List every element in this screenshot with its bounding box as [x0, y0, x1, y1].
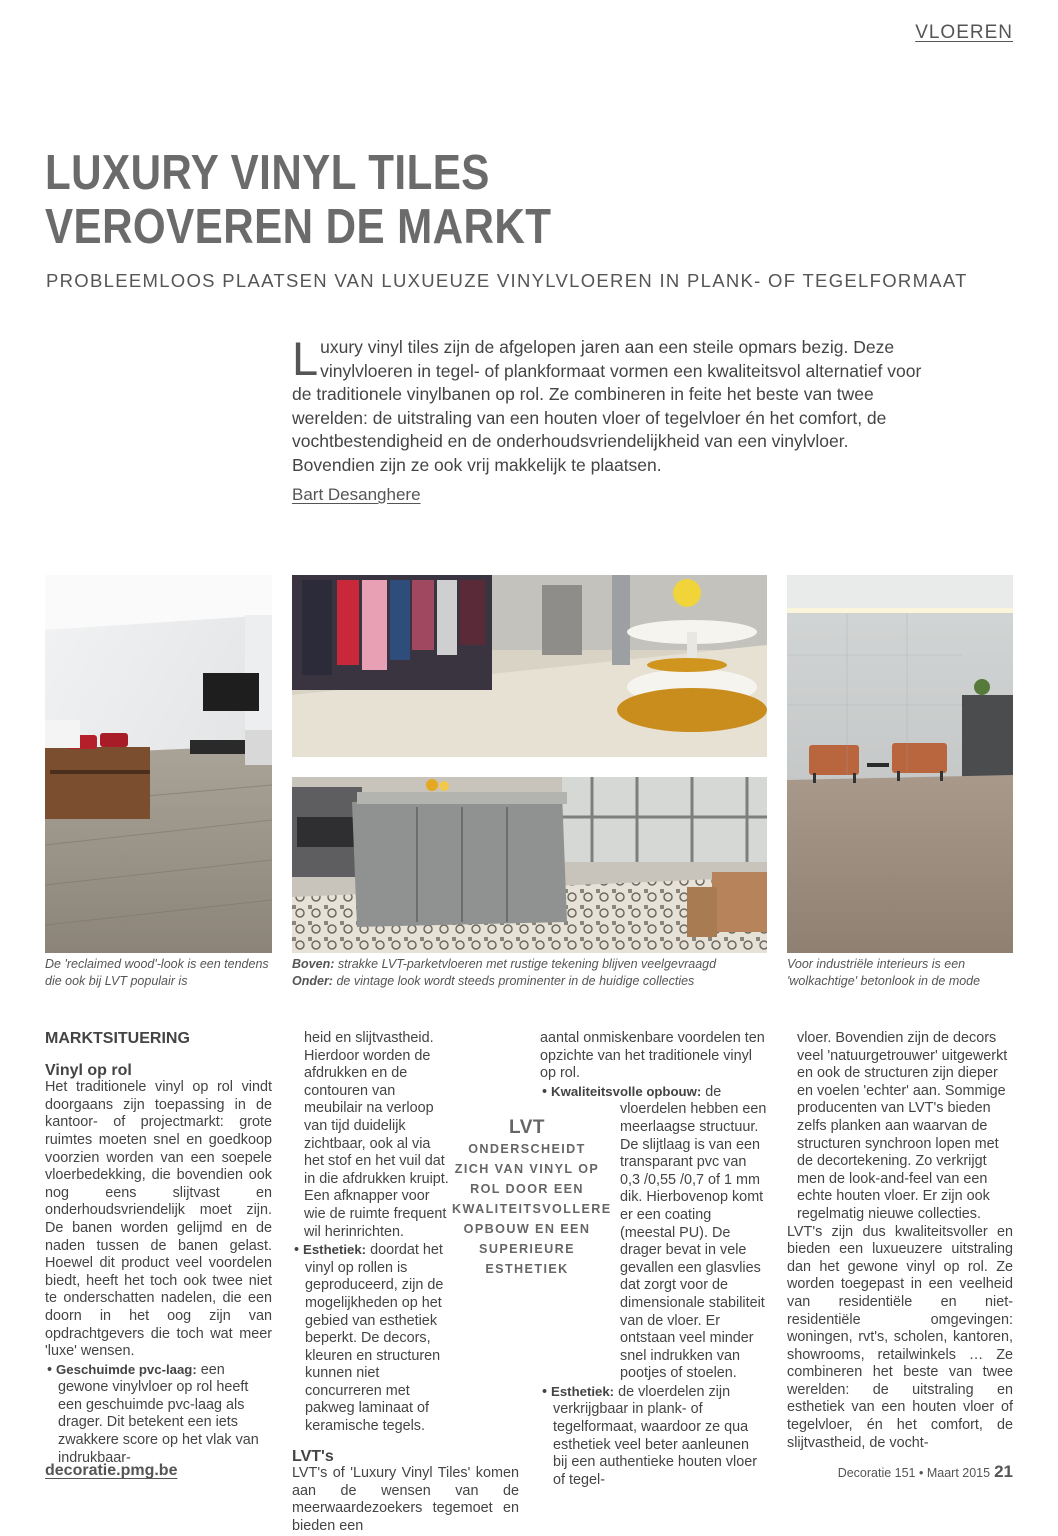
bullet-item: • Geschuimde pvc-laag: een gewone vinylvloer op rol heeft een geschuimde pvc-laag als drager. Dit betekent een iets zwakkere score op het vlak van indrukbaar-	[47, 1361, 259, 1466]
body-column-2	[292, 1030, 519, 1536]
paragraph-text: heid en slijtvastheid. Hierdoor worden de afdrukken en de contouren van meubilair na verloop van tijd duidelijk zichtbaar, ook al via het stof en het vuil dat in die afdrukken kruipt. Een afknapper voor wie de ruimte frequent wil herinrichten.	[304, 1030, 449, 1240]
subheading-vinyl-op-rol: Vinyl op rol	[45, 1061, 132, 1079]
paragraph: aantal onmiskenbare voordelen ten opzichte van het traditionele vinyl op rol.	[540, 1030, 765, 1082]
website-link[interactable]: decoratie.pmg.be	[45, 1462, 178, 1479]
paragraph: LVT's of 'Luxury Vinyl Tiles' komen aan de wensen van de meerwaardezoekers tegemoet en bieden een	[292, 1465, 519, 1535]
body-column-3	[540, 1030, 767, 1489]
photo-clothing-store	[292, 575, 767, 757]
caption-store-kitchen	[292, 956, 767, 990]
bullet-label: Esthetiek:	[551, 1383, 615, 1399]
bullet-text: de vloerdelen hebben een meerlaagse structuur. De slijtlaag is van een transparant pvc van 0,3 /0,55 /0,7 of 1 mm dik. Hierbovenop komt er een coating (meestal PU). De drager bevat in vele gevallen een glasvlies dat zorgt voor de dimensionale stabiliteit van de vloer. Er ontstaan veel minder snel indrukken van pootjes of stoelen.	[620, 1083, 767, 1382]
bullet-item: • Esthetiek: de vloerdelen zijn verkrijgbaar in plank- of tegelformaat, waardoor ze qua esthetiek veel beter aanleunen bij een authentieke houten vloer of tegel-	[542, 1383, 758, 1488]
issue-info	[838, 1462, 1013, 1482]
bullet-text: een gewone vinylvloer op rol heeft een geschuimde pvc-laag als drager. Dit betekent een iets zwakkere score op het vlak van indrukbaar-	[58, 1361, 259, 1466]
body-column-4	[787, 1030, 1013, 1452]
author-link[interactable]: Bart Desanghere	[292, 485, 421, 504]
title-line-1: LUXURY VINYL TILES	[45, 146, 490, 200]
paragraph: Het traditionele vinyl op rol vindt doorgaans zijn toepassing in de kantoor- of projectmarkt: grote ruimtes moeten snel en goedkoop voorzien worden van een soepele vloerbedekking, die bovendien ook nog eens slijtvast en onderhoudsvriendelijk moet zijn. De banen worden gelijmd en de naden tussen de banen gelast. Hoewel dit product veel voordelen biedt, heeft het toch ook twee niet te onderschatten nadelen, die een doorn in het oog zijn van opdrachtgevers die toch wat meer 'luxe' wensen.	[45, 1079, 272, 1360]
caption-living-room: De 'reclaimed wood'-look is een tendens die ook bij LVT populair is	[45, 957, 269, 988]
bullet-label: Kwaliteitsvolle opbouw:	[551, 1083, 702, 1099]
article-subtitle: PROBLEEMLOOS PLAATSEN VAN LUXUEUZE VINYLVLOEREN IN PLANK- OF TEGELFORMAAT	[46, 270, 968, 291]
title-line-2: VEROVEREN DE MARKT	[45, 200, 552, 254]
page-number: 21	[994, 1462, 1013, 1481]
caption-label-top: Boven:	[292, 957, 335, 971]
pull-quote-text: ONDERSCHEIDT ZICH VAN VINYL OP ROL DOOR EEN KWALITEITSVOLLERE OPBOUW EN EEN SUPERIEURE ESTHETIEK	[452, 1142, 612, 1276]
bullet-label: Geschuimde pvc-laag:	[56, 1361, 197, 1377]
section-heading: MARKTSITUERING	[45, 1030, 190, 1047]
photo-concrete-interior	[787, 575, 1013, 953]
article-title	[45, 146, 819, 254]
caption-label-bottom: Onder:	[292, 974, 333, 988]
paragraph: LVT's zijn dus kwaliteitsvoller en bieden een luxueuzere uitstraling dan het gewone vinyl op rol. Ze worden toegepast in een veelheid van residentiële en niet-residentiële omgevingen: woningen, rvt's, scholen, kantoren, showrooms, retailwinkels … Ze combineren het beste van twee werelden: de uitstraling en esthetiek van een houten vloer of tegelvloer, én het comfort, de slijtvastheid, de vocht-	[787, 1223, 1013, 1451]
bullet-item: • Kwaliteitsvolle opbouw: de vloerdelen hebben een meerlaagse structuur. De slijtlaag is van een transparant pvc van 0,3 /0,55 /0,7 of 1 mm dik. Hierbovenop komt er een coating (meestal PU). De drager bevat in vele gevallen een glasvlies dat zorgt voor de dimensionale stabiliteit van de vloer. Er ontstaan veel minder snel indrukken van pootjes of stoelen.	[542, 1083, 767, 1382]
photo-vintage-kitchen	[292, 777, 767, 953]
paragraph: vloer. Bovendien zijn de decors veel 'natuurgetrouwer' uitgewerkt en ook de structuren zijn dieper en voelen 'echter' aan. Sommige producenten van LVT's bieden zelfs planken aan waarvan de structuren synchroon lopen met de decortekening. Zo verkrijgt men de look-and-feel van een echte houten vloer. Er zijn ook regelmatig nieuwe collecties.	[797, 1030, 1008, 1222]
section-tag[interactable]: VLOEREN	[915, 22, 1013, 43]
bullet-text: de vloerdelen zijn verkrijgbaar in plank- of tegelformaat, waardoor ze qua esthetiek veel beter aanleunen bij een authentieke houten vloer of tegel-	[553, 1383, 758, 1488]
bullet-label: Esthetiek:	[303, 1242, 367, 1258]
bullet-text: doordat het vinyl op rollen is geproduceerd, zijn de mogelijkheden op het gebied van esthetiek beperkt. De decors, kleuren en structuren kunnen niet concurreren met pakweg laminaat of keramische tegels.	[305, 1242, 444, 1435]
body-column-1	[45, 1030, 272, 1467]
caption-text-top: strakke LVT-parketvloeren met rustige tekening blijven veelgevraagd	[334, 957, 717, 971]
issue-label: Decoratie 151 • Maart 2015	[837, 1466, 991, 1480]
intro-text: uxury vinyl tiles zijn de afgelopen jaren aan een steile opmars bezig. Deze vinylvloeren in tegel- of plankformaat vormen een kwaliteitsvol alternatief voor de traditionele vinylbanen op rol. Ze combineren in feite het beste van twee werelden: de uitstraling van een houten vloer of tegelvloer én het comfort, de vochtbestendigheid en de onderhoudsvriendelijkheid van een vinylvloer. Bovendien zijn ze ook vrij makkelijk te plaatsen.	[292, 337, 922, 475]
caption-text-bottom: de vintage look wordt steeds prominenter in de huidige collecties	[332, 974, 695, 988]
bullet-item: • Esthetiek: doordat het vinyl op rollen is geproduceerd, zijn de mogelijkheden op het gebied van esthetiek beperkt. De decors, kleuren en structuren kunnen niet concurreren met pakweg laminaat of keramische tegels.	[294, 1242, 444, 1435]
article-intro	[292, 332, 932, 477]
photo-living-room	[45, 575, 272, 953]
subheading-lvts: LVT's	[292, 1447, 334, 1465]
caption-concrete: Voor industriële interieurs is een 'wolkachtige' betonlook in de mode	[787, 957, 981, 988]
intro-dropcap: L	[292, 332, 319, 385]
pull-quote-lead: LVT	[509, 1117, 545, 1138]
